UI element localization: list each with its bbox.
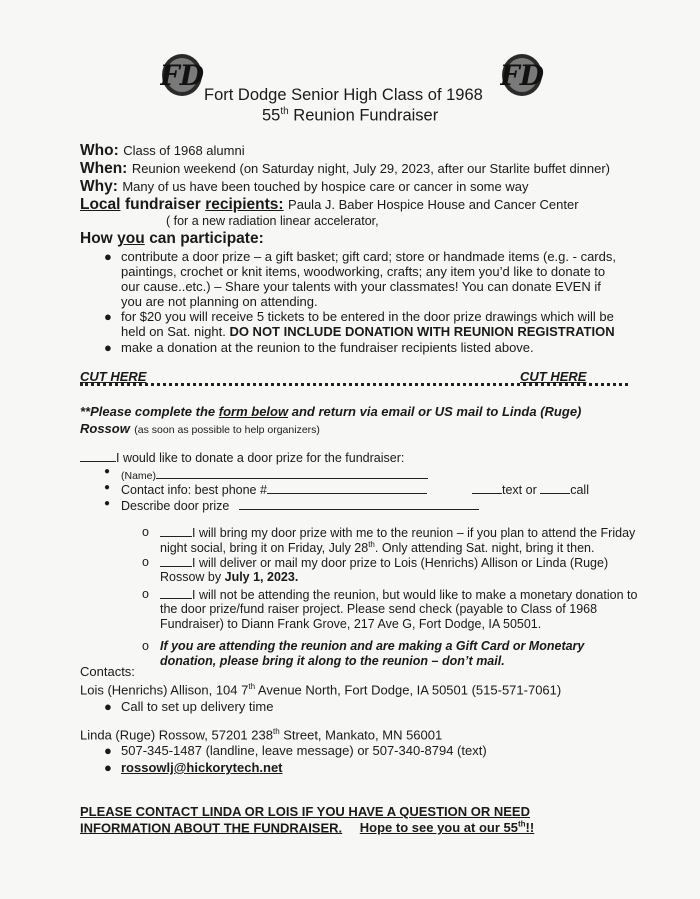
circle-bullet-icon: o [142, 639, 149, 653]
recipients-subtext: ( for a new radiation linear accelerator, [166, 214, 379, 228]
svg-text:FD: FD [500, 59, 544, 92]
contact-lois: Lois (Henrichs) Allison, 104 7th Avenue North, Fort Dodge, IA 50501 (515-571-7061) [80, 682, 562, 698]
contact-lois-note: Call to set up delivery time [121, 699, 274, 714]
option-line: I will deliver or mail my door prize to Lois (Henrichs) Allison or Linda (Ruge) [160, 555, 608, 570]
cut-line-divider [80, 383, 628, 386]
participate-line: you are not planning on attending. [121, 294, 318, 309]
bullet-icon: ● [104, 699, 112, 714]
participate-line: make a donation at the reunion to the fundraiser recipients listed above. [121, 340, 534, 355]
contact-linda: Linda (Ruge) Rossow, 57201 238th Street, Mankato, MN 56001 [80, 727, 443, 743]
circle-bullet-icon: o [142, 587, 149, 601]
option-line: the door prize/fund raiser project. Please send check (payable to Class of 1968 [160, 602, 598, 616]
option-line: If you are attending the reunion and are making a Gift Card or Monetary [160, 639, 585, 653]
participate-line: contribute a door prize – a gift basket; gift card; store or handmade items (e.g. - cards, [121, 249, 616, 264]
fd-monogram-logo-icon [500, 52, 544, 98]
why-row: Why: Many of us have been touched by hospice care or cancer in some way [80, 178, 529, 195]
call-check-field[interactable] [540, 482, 570, 494]
donate-line: I would like to donate a door prize for the fundraiser: [80, 450, 404, 465]
participate-line: our cause..etc.) – Share your talents with your classmates! You can donate EVEN if [121, 279, 601, 294]
bullet-icon: ● [104, 309, 112, 324]
option-line: Rossow by July 1, 2023. [160, 570, 299, 584]
svg-text:FD: FD [160, 59, 204, 92]
bullet-icon: ● [104, 340, 112, 355]
bullet-icon: ● [104, 482, 111, 493]
when-row: When: Reunion weekend (on Saturday night, July 29, 2023, after our Starlite buffet dinner) [80, 160, 610, 177]
phone-row: Contact info: best phone # [121, 482, 427, 497]
contact-linda-phone: 507-345-1487 (landline, leave message) or 507-340-8794 (text) [121, 743, 487, 758]
bullet-icon: ● [104, 760, 112, 775]
fd-monogram-logo-icon [160, 52, 204, 98]
contacts-label: Contacts: [80, 664, 135, 679]
option-line: I will bring my door prize with me to the reunion – if you plan to attend the Friday [160, 525, 635, 540]
name-field[interactable] [156, 467, 428, 479]
bullet-icon: ● [104, 466, 111, 477]
form-intro-2: Rossow (as soon as possible to help organizers) [80, 421, 320, 436]
footer-line-2: INFORMATION ABOUT THE FUNDRAISER. Hope to see you at our 55th!! [80, 820, 535, 836]
cut-here-left: CUT HERE [80, 369, 147, 384]
phone-field[interactable] [267, 482, 427, 494]
form-intro: **Please complete the form below and return via email or US mail to Linda (Ruge) [80, 404, 582, 419]
option-line: I will not be attending the reunion, but would like to make a monetary donation to [160, 587, 637, 602]
recipients-row: Local fundraiser recipients: Paula J. Baber Hospice House and Cancer Center [80, 196, 579, 213]
who-row: Who: Class of 1968 alumni [80, 142, 245, 159]
page-subtitle: 55th Reunion Fundraiser [262, 106, 439, 125]
option-line: donation, please bring it along to the reunion – don’t mail. [160, 654, 505, 668]
cut-here-right: CUT HERE [520, 369, 587, 384]
footer-line-1: PLEASE CONTACT LINDA OR LOIS IF YOU HAVE A QUESTION OR NEED [80, 804, 530, 819]
option-line: night social, bring it on Friday, July 28th. Only attending Sat. night, bring it then. [160, 540, 595, 556]
contact-email-link[interactable]: rossowlj@hickorytech.net [121, 760, 283, 775]
bullet-icon: ● [104, 249, 112, 264]
option-check-field[interactable] [160, 555, 192, 567]
circle-bullet-icon: o [142, 525, 149, 539]
participate-line: for $20 you will receive 5 tickets to be entered in the door prize drawings which will be [121, 309, 614, 324]
participate-line: paintings, crochet or knit items, woodworking, crafts; any item you’d like to donate to [121, 264, 606, 279]
describe-field[interactable] [239, 498, 479, 510]
option-line: Fundraiser) to Diann Frank Grove, 217 Ave G, Fort Dodge, IA 50501. [160, 617, 542, 631]
circle-bullet-icon: o [142, 555, 149, 569]
participate-heading: How you can participate: [80, 230, 264, 247]
participate-line: held on Sat. night. DO NOT INCLUDE DONATION WITH REUNION REGISTRATION [121, 324, 615, 339]
text-check-field[interactable] [472, 482, 502, 494]
donate-blank-field[interactable] [80, 450, 116, 462]
name-row: (Name) [121, 466, 428, 484]
option-check-field[interactable] [160, 525, 192, 537]
option-check-field[interactable] [160, 587, 192, 599]
bullet-icon: ● [104, 498, 111, 509]
bullet-icon: ● [104, 743, 112, 758]
describe-row: Describe door prize [121, 498, 479, 513]
contact-pref-row: text or call [472, 482, 589, 497]
page-title: Fort Dodge Senior High Class of 1968 [204, 86, 483, 104]
